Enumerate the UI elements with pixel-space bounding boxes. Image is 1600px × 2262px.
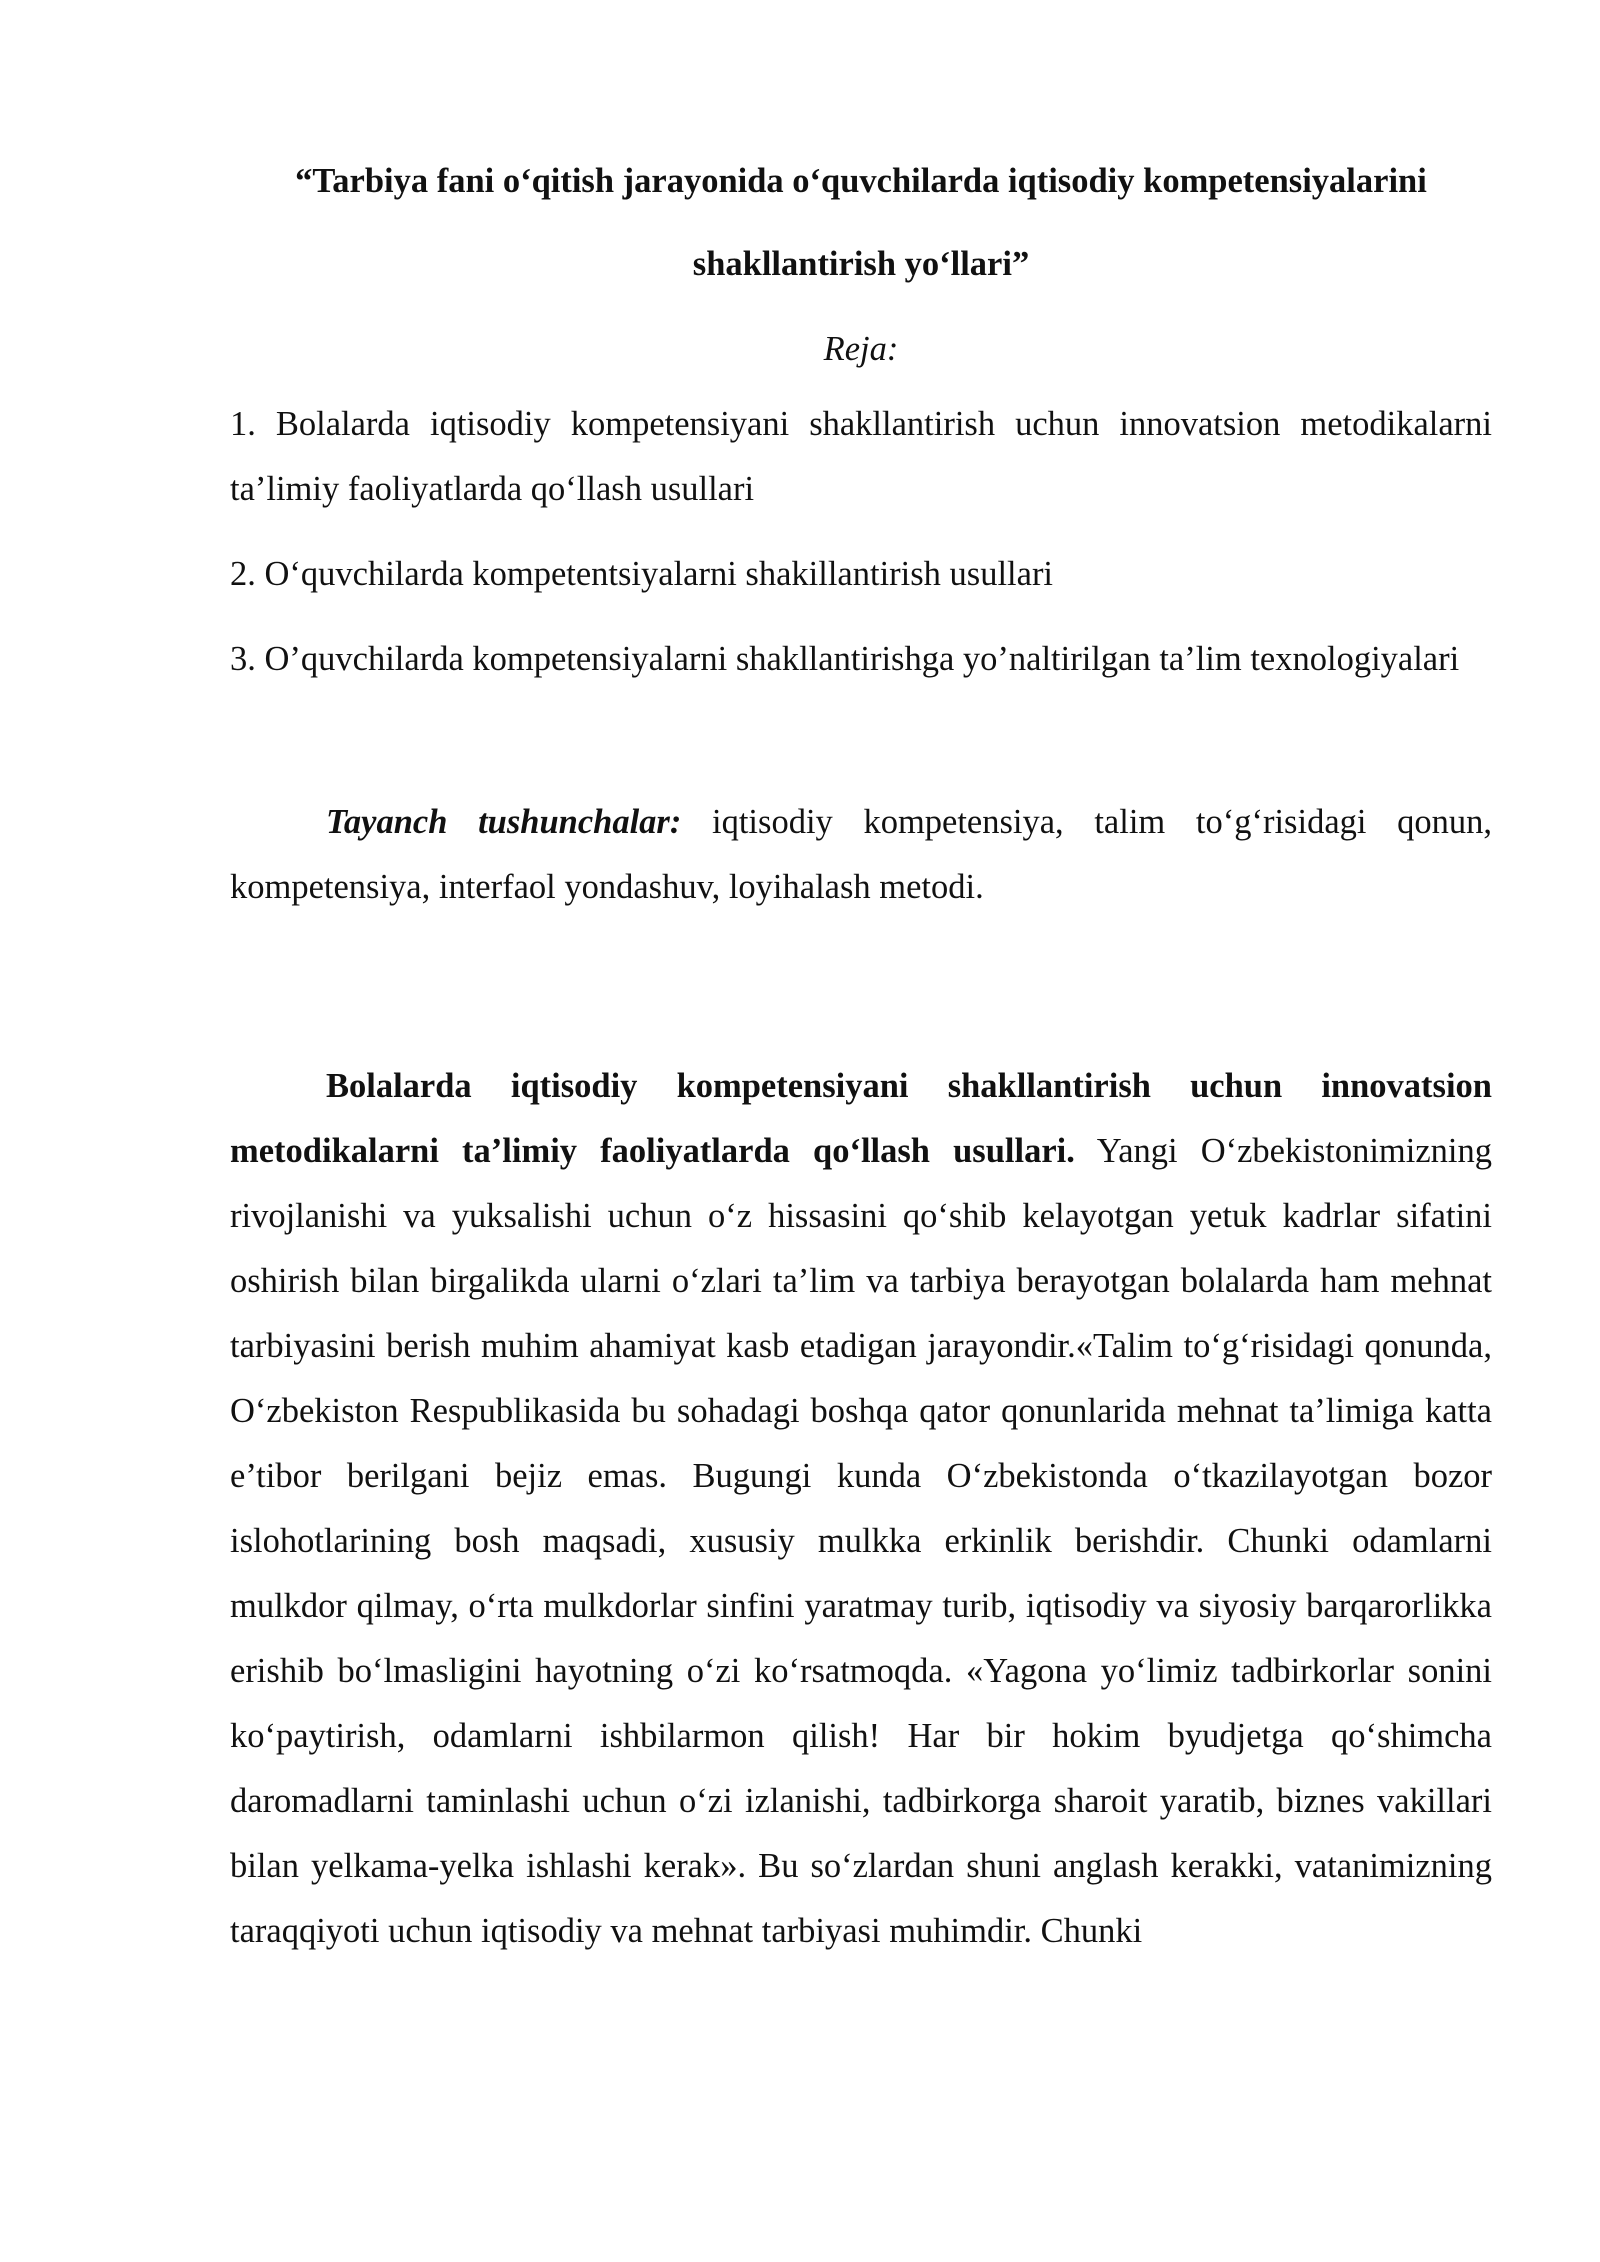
plan-list — [230, 392, 1492, 692]
keywords-paragraph — [230, 790, 1492, 920]
document-page — [230, 140, 1492, 1964]
section-paragraph — [230, 1054, 1492, 1964]
keywords-label: Tayanch tushunchalar: — [326, 803, 682, 841]
plan-item-2: 2. O‘quvchilarda kompetentsiyalarni shakillantirish usullari — [230, 555, 1054, 593]
plan-label: Reja: — [823, 330, 899, 368]
plan-item-3: 3. O’quvchilarda kompetensiyalarni shakllantirishga yo’naltirilgan ta’lim texnologiyalari — [230, 640, 1460, 678]
section-body: Yangi O‘zbekistonimizning rivojlanishi va yuksalishi uchun o‘z hissasini qo‘shib kelayotgan yetuk kadrlar sifatini oshirish bilan birgalikda ularni o‘zlari ta’lim va tarbiya berayotgan bolalarda ham mehnat tarbiyasini berish muhim ahamiyat kasb etadigan jarayondir.«Talim to‘g‘risidagi qonunda, O‘zbekiston Respublikasida bu sohadagi boshqa qator qonunlarida mehnat ta’limiga katta e’tibor berilgani bejiz emas. Bugungi kunda O‘zbekistonda o‘tkazilayotgan bozor islohotlarining bosh maqsadi, xususiy mulkka erkinlik berishdir. Chunki odamlarni mulkdor qilmay, o‘rta mulkdorlar sinfini yaratmay turib, iqtisodiy va siyosiy barqarorlikka erishib bo‘lmasligini hayotning o‘zi ko‘rsatmoqda. «Yagona yo‘limiz tadbirkorlar sonini ko‘paytirish, odamlarni ishbilarmon qilish! Har bir hokim byudjetga qo‘shimcha daromadlarni taminlashi uchun o‘zi izlanishi, tadbirkorga sharoit yaratib, biznes vakillari bilan yelkama-yelka ishlashi kerak». Bu so‘zlardan shuni anglash kerakki, vatanimizning taraqqiyoti uchun iqtisodiy va mehnat tarbiyasi muhimdir. Chunki — [230, 1132, 1492, 1950]
plan-item-1: 1. Bolalarda iqtisodiy kompetensiyani shakllantirish uchun innovatsion metodikalarni ta’limiy faoliyatlarda qo‘llash usullari — [230, 405, 1492, 508]
section-heading: Bolalarda iqtisodiy kompetensiyani shakllantirish uchun innovatsion metodikalarni ta’limiy faoliyatlarda qo‘llash usullari. — [230, 1067, 1492, 1170]
document-title: “Tarbiya fani o‘qitish jarayonida o‘quvchilarda iqtisodiy kompetensiyalarini shakllantirish yo‘llari” — [295, 162, 1427, 283]
keywords-text: iqtisodiy kompetensiya, talim to‘g‘risidagi qonun, kompetensiya, interfaol yondashuv, loyihalash metodi. — [230, 803, 1493, 906]
